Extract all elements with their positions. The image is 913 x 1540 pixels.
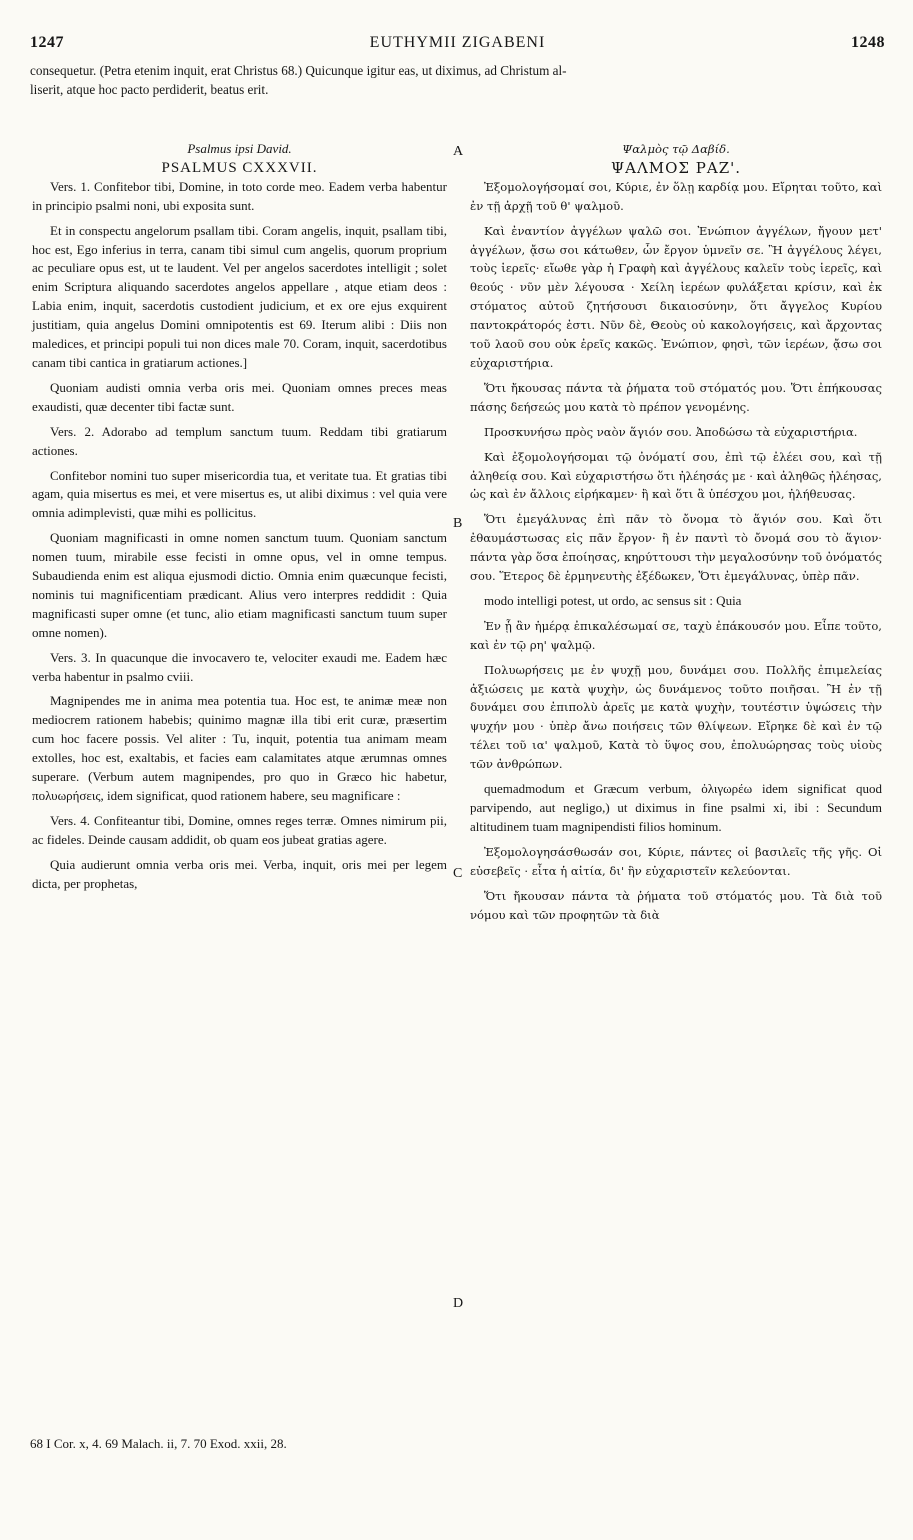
greek-paragraph-7: Ἐν ᾗ ἂν ἡμέρᾳ ἐπικαλέσωμαί σε, ταχὺ ἐπάκουσόν μου. Εἶπε τοῦτο, καὶ ἐν τῷ ρη' ψαλμῷ. <box>470 618 882 652</box>
bridge-line-1: consequetur. (Petra etenim inquit, erat Christus 68.) Quicunque igitur eas, ut diximus, ad Christum al- <box>30 63 567 78</box>
latin-psalm-title: PSALMUS CXXXVII. <box>161 159 318 176</box>
latin-paragraph-2: Et in conspectu angelorum psallam tibi. Coram angelis, inquit, psallam tibi, hoc est, Ego inferius in terra, canam tibi simul cum angelis, quorum proprium ac peculiare opus est, ut te laudent. Vel per angelos sacerdotes intelligit ; solet enim Scriptura aliquando sacerdotes angelos appellare , atque etiam deos : Labia enim, inquit, sacerdotis custodient judicium, et ex ore ejus exquirent justitiam, quia angelus Domini omnipotentis est 69. Iterum alibi : Diis non maledices, et principi populi tui non dices male 70. Coram, inquit, sacerdotibus canam tibi cantica in gratiarum actiones.] <box>32 222 447 370</box>
latin-bridge-c: modo intelligi potest, ut ordo, ac sensus sit : Quia <box>484 592 742 608</box>
latin-paragraph-8: Magnipendes me in anima mea potentia tua. Hoc est, te animæ meæ non mediocrem rationem habebis; quinimo magnæ illa tibi erit curæ, præsertim cum hoc facere possis. Vel aliter : Tu, inquit, potentia tua animam meam extolles, hoc est, exaltabis, et facies eam calamitates atque ærumnas omnes superare. (Verbum autem magnipendes, pro quo in Græco hic habetur, πολυωρήσεις, idem significat, quod rationem habere, seu magnificare : <box>32 693 447 803</box>
bridge-line-2: liserit, atque hoc pacto perdiderit, beatus erit. <box>30 81 269 97</box>
greek-paragraph-8: Πολυωρήσεις με ἐν ψυχῇ μου, δυνάμει σου. Πολλῆς ἐπιμελείας ἀξιώσεις με κατὰ ψυχὴν, ὡς δυνάμενος τοῦτο ποιῆσαι. Ἢ ἐν τῇ δυνάμει σου ἐπιπολὺ ἀρεῖς με κατὰ ψυχὴν, τουτέστιν ὑψώσεις τὴν ψυχήν μου · ὑπὲρ ἄνω ποιήσεις τῶν θλίψεων. Εἴρηκε δὲ καὶ ἐν τῷ τέλει τοῦ ια' ψαλμοῦ, Κατὰ τὸ ὕψος σου, ἐπολυώρησας τοὺς υἱοὺς τῶν ἀνθρώπων. <box>470 662 882 772</box>
greek-paragraph-2: Καὶ ἐναντίον ἀγγέλων ψαλῶ σοι. Ἐνώπιον ἀγγέλων, ἤγουν μετ' ἀγγέλων, ᾄσω σοι κάτωθεν, ὧν ἔργον ὑμνεῖν σε. Ἢ ἀγγέλους λέγει, τοὺς ἱερεῖς· εἴωθε γὰρ ἡ Γραφὴ καὶ ἀγγέλους καλεῖν τοὺς ἱερεῖς, καὶ θεούς · νῦν μὲν λέγουσα · Χείλη ἱερέων φυλάξεται κρίσιν, καὶ ἐκ στόματος αὐτοῦ ζητήσουσι δικαιοσύνην, ὅτι ἄγγελος Κυρίου παντοκράτορός ἐστι. Νῦν δὲ, Θεοὺς οὐ κακολογήσεις, καὶ ἄρχοντας τοῦ λαοῦ σου οὐκ ἐρεῖς κακῶς. Ἐνώπιον, φησὶ, τῶν ἱερέων, ᾄσω σοι εὐχαριστήρια. <box>470 223 882 370</box>
bridge-text <box>30 62 885 99</box>
latin-bridge-d: quemadmodum et Græcum verbum, ὀλιγωρέω idem significat quod parvipendo, aut negligo,) ut diximus in fine psalmi xi, ibi : Secundum altitudinem tuam magnipendisti filios hominum. <box>470 781 882 834</box>
latin-psalm-subtitle: Psalmus ipsi David. <box>187 141 292 156</box>
greek-psalm-title: ΨΑΛΜΟΣ ΡΑΖ'. <box>610 158 742 177</box>
latin-paragraph-7: Vers. 3. In quacunque die invocavero te, velociter exaudi me. Eadem hæc verba habentur in psalmo cviii. <box>32 649 447 684</box>
greek-paragraph-1: Ἐξομολογήσομαί σοι, Κύριε, ἐν ὅλῃ καρδίᾳ μου. Εἴρηται τοῦτο, καὶ ἐν τῇ ἀρχῇ τοῦ θ' ψαλμοῦ. <box>470 179 882 213</box>
running-title: EUTHYMII ZIGABENI <box>369 34 546 51</box>
greek-paragraph-6: Ὅτι ἐμεγάλυνας ἐπὶ πᾶν τὸ ὄνομα τὸ ἅγιόν σου. Καὶ ὅτι ἐθαυμάστωσας εἰς πᾶν ἔργον· ἢ ἐν παντὶ τὸ ὄνομά σου τὸ ἅγιον· πάντα γὰρ ὅσα ἐποίησας, κηρύττουσι τὴν μεγαλοσύνην τοῦ ὀνόματός σου. Ἕτερος δὲ ἑρμηνευτὴς ἐξέδωκεν, Ὅτι ἐμεγάλυνας, ὑπὲρ πᾶν. <box>470 512 882 584</box>
greek-paragraph-4: Προσκυνήσω πρὸς ναὸν ἅγιόν σου. Ἀποδώσω τὰ εὐχαριστήρια. <box>484 424 858 439</box>
running-header <box>30 34 885 56</box>
margin-letter-b: B <box>453 516 463 531</box>
greek-column <box>470 140 882 930</box>
footnotes: 68 I Cor. x, 4. 69 Malach. ii, 7. 70 Exod. xxii, 28. <box>30 1436 287 1451</box>
latin-paragraph-1: Vers. 1. Confitebor tibi, Domine, in toto corde meo. Eadem verba habentur in principio psalmi noni, ubi exposita sunt. <box>32 178 447 213</box>
greek-paragraph-9: Ἐξομολογησάσθωσάν σοι, Κύριε, πάντες οἱ βασιλεῖς τῆς γῆς. Οἱ εὐσεβεῖς · εἶτα ἡ αἰτία, δι' ἣν εὐχαριστεῖν κελεύονται. <box>470 844 882 878</box>
margin-letter-c: C <box>453 866 463 881</box>
margin-letter-a: A <box>453 144 464 159</box>
greek-psalm-subtitle: Ψαλμὸς τῷ Δαβίδ. <box>622 142 730 156</box>
greek-paragraph-10: Ὅτι ἤκουσαν πάντα τὰ ῥήματα τοῦ στόματός μου. Τὰ διὰ τοῦ νόμου καὶ τῶν προφητῶν τὰ διὰ <box>470 888 882 922</box>
left-page-number: 1247 <box>30 34 64 51</box>
latin-paragraph-4: Vers. 2. Adorabo ad templum sanctum tuum. Reddam tibi gratiarum actiones. <box>32 423 447 458</box>
greek-paragraph-3: Ὅτι ἤκουσας πάντα τὰ ῥήματα τοῦ στόματός μου. Ὅτι ἐπήκουσας πάσης δεήσεώς μου κατὰ τὸ πρέπον γενομένης. <box>470 380 882 414</box>
latin-paragraph-6: Quoniam magnificasti in omne nomen sanctum tuum. Quoniam sanctum nomen tuum, mirabile esse fecisti in omne opus, vel in omne tempus. Subaudienda enim est aliqua ejusmodi dictio. Omnia enim quæcunque fecisti, nominis tui magnificentiam prædicant. Alius vero interpres reddidit : Quia magnificasti super omne (et tunc, alio etiam magnificasti sanctum tuum super omne nomen). <box>32 530 447 640</box>
right-page-number: 1248 <box>851 34 885 51</box>
latin-paragraph-9: Vers. 4. Confiteantur tibi, Domine, omnes reges terræ. Omnes nimirum pii, ac fideles. Deinde causam addidit, ob quam eos jubeat gratias agere. <box>32 812 447 847</box>
latin-column <box>32 140 447 900</box>
latin-paragraph-10: Quia audierunt omnia verba oris mei. Verba, inquit, oris mei per legem dicta, per prophetas, <box>32 856 447 891</box>
latin-paragraph-5: Confitebor nomini tuo super misericordia tua, et veritate tua. Et gratias tibi agam, quia misertus es mei, et vere misertus es, ut alibi diximus : vel quia vere omnia adimplevisti, quæ mihi es pollicitus. <box>32 467 447 521</box>
greek-paragraph-5: Καὶ ἐξομολογήσομαι τῷ ὀνόματί σου, ἐπὶ τῷ ἐλέει σου, καὶ τῇ ἀληθείᾳ σου. Καὶ εὐχαριστήσω ὅτι ἠλέησάς με · καὶ ἀληθῶς ἠλέησας, ὡς καὶ ἐν ἄλλοις εἰρήκαμεν· ἢ καὶ ὅτι ἃ ὑπέσχου μοι, ἠλήθευσας. <box>470 449 882 502</box>
page <box>30 28 885 1518</box>
margin-letter-d: D <box>453 1296 464 1311</box>
latin-paragraph-3: Quoniam audisti omnia verba oris mei. Quoniam omnes preces meas exaudisti, quæ decenter tibi factæ sunt. <box>32 379 447 414</box>
